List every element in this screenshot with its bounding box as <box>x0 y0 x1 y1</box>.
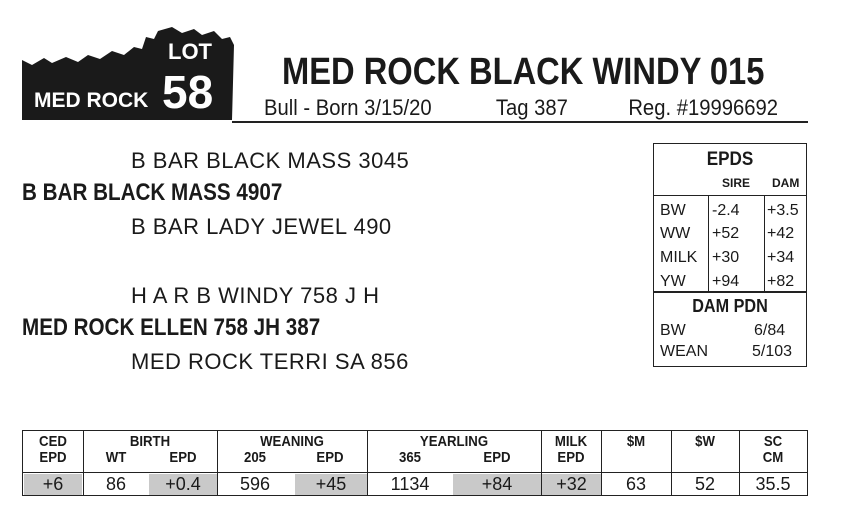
header-birth-wt: WT <box>105 449 127 466</box>
registration-number: Reg. #19996692 <box>628 95 779 120</box>
epd-dam-value: +3.5 <box>767 202 799 219</box>
epd-sire-value: +94 <box>712 273 740 290</box>
epd-sire-value: -2.4 <box>712 202 740 219</box>
epd-box <box>653 143 807 367</box>
epd-sire-value: +30 <box>712 249 740 266</box>
value-yearling-365: 1134 <box>390 474 430 494</box>
epd-sire-value: +52 <box>712 225 740 242</box>
animal-name: MED ROCK BLACK WINDY 015 <box>282 51 765 93</box>
header-birth-epd: EPD <box>169 449 197 466</box>
tag-number: Tag 387 <box>495 95 568 120</box>
header-ced-bottom: EPD <box>39 449 67 466</box>
header-sc-bottom: CM <box>762 449 784 466</box>
epd-pdn-divider <box>654 291 806 293</box>
value-sc-cm: 35.5 <box>755 474 791 494</box>
header-weaning-epd: EPD <box>316 449 344 466</box>
value-milk-epd: +32 <box>542 474 601 495</box>
epd-sire-header: SIRE <box>722 176 751 190</box>
value-birth-epd: +0.4 <box>149 474 217 495</box>
header-yearling-epd: EPD <box>483 449 511 466</box>
logo-lot-number: 58 <box>162 66 214 118</box>
value-dollar-m: 63 <box>625 474 647 494</box>
performance-table <box>22 430 808 496</box>
epd-header-rule <box>654 195 806 196</box>
value-yearling-epd: +84 <box>453 474 541 495</box>
pedigree-dam-dam: MED ROCK TERRI SA 856 <box>131 349 409 374</box>
epd-row <box>654 221 806 246</box>
epd-row <box>654 198 806 223</box>
header-yearling-365: 365 <box>398 449 422 466</box>
med-rock-logo <box>22 25 238 120</box>
epd-trait: WW <box>660 225 691 242</box>
table-header-rule <box>23 472 807 473</box>
header-yearling: YEARLING <box>419 433 489 450</box>
value-dollar-w: 52 <box>694 474 716 494</box>
epd-title: EPDS <box>706 149 754 170</box>
header-milk <box>545 434 598 466</box>
epd-trait: BW <box>660 202 686 219</box>
header-birth: BIRTH <box>129 433 171 450</box>
header-dollar-m: $M <box>626 433 646 450</box>
header-dollar-w: $W <box>695 433 715 450</box>
pedigree-dam-sire: H A R B WINDY 758 J H <box>131 283 380 308</box>
dam-pdn-label: BW <box>660 322 686 339</box>
header-sc-top: SC <box>763 433 783 450</box>
epd-row <box>654 245 806 270</box>
logo-brand-text: MED ROCK <box>34 89 149 112</box>
header-milk-bottom: EPD <box>557 449 585 466</box>
pedigree-sire: B BAR BLACK MASS 4907 <box>22 179 283 206</box>
header-divider <box>232 121 808 123</box>
pedigree-dam: MED ROCK ELLEN 758 JH 387 <box>22 314 321 341</box>
epd-trait: YW <box>660 273 686 290</box>
epd-dam-value: +34 <box>767 249 795 266</box>
sex-born-date: Bull - Born 3/15/20 <box>264 95 432 120</box>
logo-lot-label: LOT <box>168 39 212 64</box>
dam-pdn-label: WEAN <box>660 343 708 360</box>
pedigree-sire-sire: B BAR BLACK MASS 3045 <box>131 148 410 173</box>
epd-dam-header: DAM <box>772 176 800 190</box>
pedigree-sire-dam: B BAR LADY JEWEL 490 <box>131 214 392 239</box>
value-weaning-epd: +45 <box>295 474 367 495</box>
header-weaning: WEANING <box>260 433 324 450</box>
header-ced <box>27 434 80 466</box>
dam-pdn-value: 5/103 <box>752 343 793 360</box>
epd-dam-value: +82 <box>767 273 795 290</box>
value-ced-epd: +6 <box>24 474 82 495</box>
header-ced-top: CED <box>39 433 67 450</box>
epd-dam-value: +42 <box>767 225 795 242</box>
header-weaning-205: 205 <box>243 449 267 466</box>
header-sc <box>743 434 803 466</box>
value-birth-wt: 86 <box>105 474 127 494</box>
dam-pdn-title: DAM PDN <box>692 296 768 316</box>
value-weaning-205: 596 <box>239 474 271 494</box>
dam-pdn-value: 6/84 <box>754 322 786 339</box>
header-milk-top: MILK <box>554 433 588 450</box>
epd-trait: MILK <box>660 249 698 266</box>
